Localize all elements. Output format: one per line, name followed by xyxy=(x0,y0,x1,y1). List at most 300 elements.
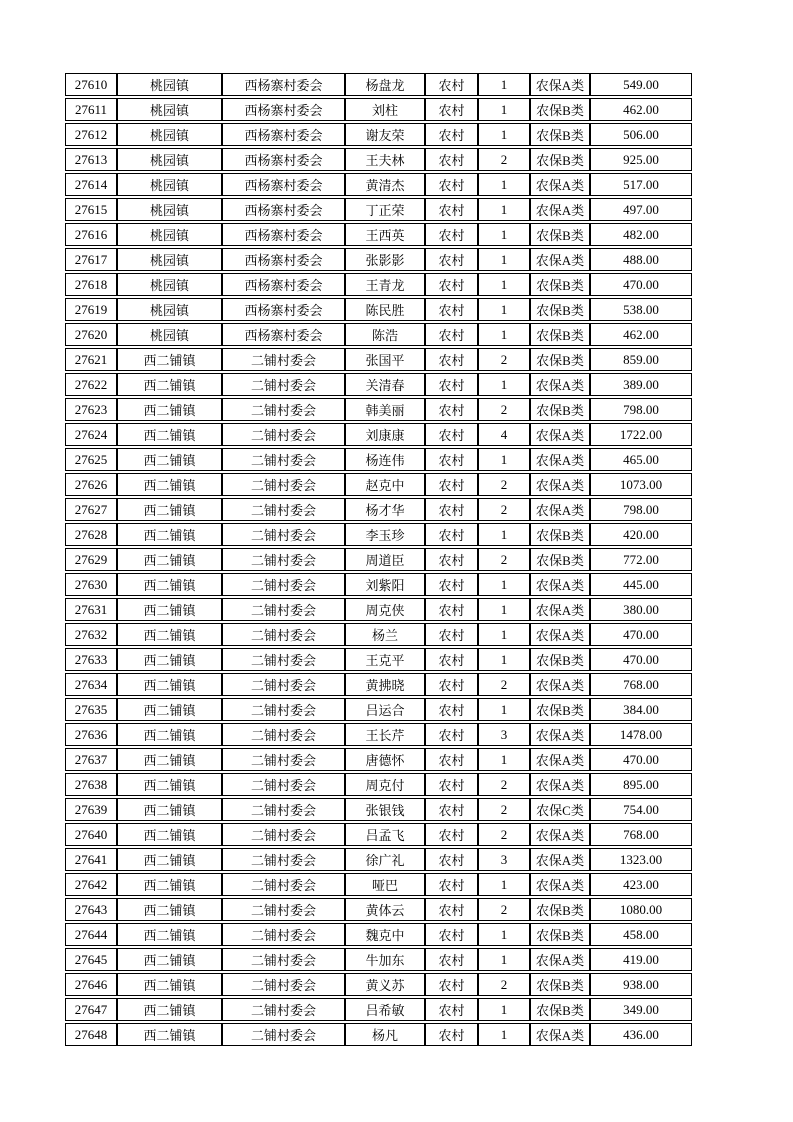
cell-record-id: 27628 xyxy=(65,523,117,546)
cell-person-name: 周道臣 xyxy=(345,548,425,571)
cell-amount: 436.00 xyxy=(590,1023,692,1046)
cell-town: 西二铺镇 xyxy=(117,573,222,596)
cell-record-id: 27640 xyxy=(65,823,117,846)
cell-village-committee: 二铺村委会 xyxy=(222,398,345,421)
cell-person-count: 1 xyxy=(478,573,530,596)
cell-insurance-category: 农保B类 xyxy=(530,523,590,546)
cell-insurance-category: 农保A类 xyxy=(530,773,590,796)
cell-village-committee: 二铺村委会 xyxy=(222,523,345,546)
cell-town: 西二铺镇 xyxy=(117,1023,222,1046)
cell-insurance-category: 农保B类 xyxy=(530,398,590,421)
table-row xyxy=(65,123,692,146)
cell-town: 桃园镇 xyxy=(117,248,222,271)
cell-person-name: 关清春 xyxy=(345,373,425,396)
cell-record-id: 27613 xyxy=(65,148,117,171)
cell-person-count: 2 xyxy=(478,473,530,496)
cell-residence-type: 农村 xyxy=(425,698,478,721)
cell-village-committee: 二铺村委会 xyxy=(222,798,345,821)
cell-town: 西二铺镇 xyxy=(117,973,222,996)
cell-amount: 1073.00 xyxy=(590,473,692,496)
cell-town: 西二铺镇 xyxy=(117,798,222,821)
cell-person-count: 1 xyxy=(478,298,530,321)
table-row xyxy=(65,673,692,696)
cell-person-name: 谢友荣 xyxy=(345,123,425,146)
table-row xyxy=(65,948,692,971)
cell-person-name: 张影影 xyxy=(345,248,425,271)
cell-insurance-category: 农保A类 xyxy=(530,498,590,521)
cell-record-id: 27618 xyxy=(65,273,117,296)
cell-residence-type: 农村 xyxy=(425,448,478,471)
cell-village-committee: 西杨寨村委会 xyxy=(222,198,345,221)
cell-person-name: 唐德怀 xyxy=(345,748,425,771)
cell-person-name: 王西英 xyxy=(345,223,425,246)
cell-town: 桃园镇 xyxy=(117,173,222,196)
cell-village-committee: 西杨寨村委会 xyxy=(222,173,345,196)
cell-person-count: 1 xyxy=(478,623,530,646)
cell-record-id: 27639 xyxy=(65,798,117,821)
cell-insurance-category: 农保B类 xyxy=(530,223,590,246)
cell-residence-type: 农村 xyxy=(425,998,478,1021)
cell-village-committee: 二铺村委会 xyxy=(222,373,345,396)
table-body xyxy=(65,73,692,1046)
cell-person-name: 李玉珍 xyxy=(345,523,425,546)
table-row xyxy=(65,1023,692,1046)
cell-town: 西二铺镇 xyxy=(117,398,222,421)
cell-village-committee: 二铺村委会 xyxy=(222,448,345,471)
cell-amount: 549.00 xyxy=(590,73,692,96)
cell-amount: 754.00 xyxy=(590,798,692,821)
cell-village-committee: 西杨寨村委会 xyxy=(222,248,345,271)
cell-town: 桃园镇 xyxy=(117,123,222,146)
cell-person-name: 杨兰 xyxy=(345,623,425,646)
cell-person-name: 刘康康 xyxy=(345,423,425,446)
cell-village-committee: 西杨寨村委会 xyxy=(222,273,345,296)
cell-person-name: 杨才华 xyxy=(345,498,425,521)
table-row xyxy=(65,173,692,196)
cell-village-committee: 西杨寨村委会 xyxy=(222,148,345,171)
cell-person-count: 1 xyxy=(478,648,530,671)
cell-amount: 423.00 xyxy=(590,873,692,896)
cell-person-count: 1 xyxy=(478,523,530,546)
cell-residence-type: 农村 xyxy=(425,573,478,596)
cell-record-id: 27642 xyxy=(65,873,117,896)
table-row xyxy=(65,573,692,596)
cell-residence-type: 农村 xyxy=(425,398,478,421)
cell-person-name: 刘紫阳 xyxy=(345,573,425,596)
cell-person-name: 牛加东 xyxy=(345,948,425,971)
cell-village-committee: 二铺村委会 xyxy=(222,473,345,496)
cell-amount: 859.00 xyxy=(590,348,692,371)
cell-village-committee: 二铺村委会 xyxy=(222,573,345,596)
cell-person-count: 1 xyxy=(478,598,530,621)
cell-village-committee: 二铺村委会 xyxy=(222,898,345,921)
cell-record-id: 27648 xyxy=(65,1023,117,1046)
cell-person-name: 黄体云 xyxy=(345,898,425,921)
cell-amount: 465.00 xyxy=(590,448,692,471)
cell-village-committee: 二铺村委会 xyxy=(222,673,345,696)
cell-insurance-category: 农保A类 xyxy=(530,598,590,621)
cell-record-id: 27622 xyxy=(65,373,117,396)
cell-amount: 488.00 xyxy=(590,248,692,271)
cell-amount: 1323.00 xyxy=(590,848,692,871)
table-row xyxy=(65,498,692,521)
cell-record-id: 27631 xyxy=(65,598,117,621)
cell-person-count: 1 xyxy=(478,98,530,121)
cell-village-committee: 二铺村委会 xyxy=(222,748,345,771)
cell-person-name: 陈浩 xyxy=(345,323,425,346)
cell-town: 桃园镇 xyxy=(117,273,222,296)
table-row xyxy=(65,248,692,271)
cell-residence-type: 农村 xyxy=(425,923,478,946)
cell-residence-type: 农村 xyxy=(425,773,478,796)
cell-town: 西二铺镇 xyxy=(117,773,222,796)
cell-insurance-category: 农保A类 xyxy=(530,373,590,396)
cell-record-id: 27612 xyxy=(65,123,117,146)
cell-person-count: 4 xyxy=(478,423,530,446)
cell-person-count: 1 xyxy=(478,173,530,196)
cell-amount: 470.00 xyxy=(590,273,692,296)
cell-town: 桃园镇 xyxy=(117,198,222,221)
cell-amount: 768.00 xyxy=(590,823,692,846)
cell-insurance-category: 农保B类 xyxy=(530,548,590,571)
cell-town: 桃园镇 xyxy=(117,73,222,96)
cell-amount: 925.00 xyxy=(590,148,692,171)
cell-town: 西二铺镇 xyxy=(117,948,222,971)
cell-amount: 419.00 xyxy=(590,948,692,971)
cell-insurance-category: 农保A类 xyxy=(530,173,590,196)
cell-person-name: 王长芹 xyxy=(345,723,425,746)
cell-village-committee: 西杨寨村委会 xyxy=(222,123,345,146)
cell-town: 西二铺镇 xyxy=(117,848,222,871)
table-row xyxy=(65,848,692,871)
cell-town: 桃园镇 xyxy=(117,298,222,321)
cell-insurance-category: 农保A类 xyxy=(530,748,590,771)
cell-town: 西二铺镇 xyxy=(117,748,222,771)
cell-amount: 895.00 xyxy=(590,773,692,796)
cell-record-id: 27610 xyxy=(65,73,117,96)
cell-village-committee: 二铺村委会 xyxy=(222,998,345,1021)
cell-person-count: 1 xyxy=(478,873,530,896)
cell-town: 西二铺镇 xyxy=(117,823,222,846)
cell-town: 西二铺镇 xyxy=(117,448,222,471)
table-row xyxy=(65,98,692,121)
cell-record-id: 27635 xyxy=(65,698,117,721)
cell-person-count: 2 xyxy=(478,773,530,796)
cell-residence-type: 农村 xyxy=(425,873,478,896)
cell-insurance-category: 农保A类 xyxy=(530,73,590,96)
cell-record-id: 27638 xyxy=(65,773,117,796)
cell-record-id: 27632 xyxy=(65,623,117,646)
cell-village-committee: 二铺村委会 xyxy=(222,773,345,796)
cell-record-id: 27615 xyxy=(65,198,117,221)
cell-town: 桃园镇 xyxy=(117,223,222,246)
cell-residence-type: 农村 xyxy=(425,373,478,396)
cell-person-count: 2 xyxy=(478,348,530,371)
cell-amount: 1722.00 xyxy=(590,423,692,446)
cell-residence-type: 农村 xyxy=(425,123,478,146)
cell-person-count: 2 xyxy=(478,823,530,846)
cell-insurance-category: 农保B类 xyxy=(530,98,590,121)
cell-residence-type: 农村 xyxy=(425,898,478,921)
cell-person-count: 1 xyxy=(478,248,530,271)
table-row xyxy=(65,873,692,896)
table-row xyxy=(65,398,692,421)
cell-residence-type: 农村 xyxy=(425,73,478,96)
cell-record-id: 27643 xyxy=(65,898,117,921)
cell-residence-type: 农村 xyxy=(425,823,478,846)
cell-town: 桃园镇 xyxy=(117,148,222,171)
cell-amount: 768.00 xyxy=(590,673,692,696)
cell-village-committee: 二铺村委会 xyxy=(222,723,345,746)
table-row xyxy=(65,798,692,821)
cell-insurance-category: 农保A类 xyxy=(530,198,590,221)
cell-person-count: 1 xyxy=(478,198,530,221)
cell-town: 西二铺镇 xyxy=(117,498,222,521)
cell-person-count: 1 xyxy=(478,1023,530,1046)
cell-town: 桃园镇 xyxy=(117,323,222,346)
cell-residence-type: 农村 xyxy=(425,298,478,321)
table-row xyxy=(65,823,692,846)
cell-insurance-category: 农保A类 xyxy=(530,873,590,896)
cell-town: 西二铺镇 xyxy=(117,998,222,1021)
cell-person-name: 吕孟飞 xyxy=(345,823,425,846)
cell-town: 西二铺镇 xyxy=(117,673,222,696)
cell-insurance-category: 农保B类 xyxy=(530,923,590,946)
cell-amount: 462.00 xyxy=(590,98,692,121)
cell-amount: 772.00 xyxy=(590,548,692,571)
cell-village-committee: 西杨寨村委会 xyxy=(222,323,345,346)
cell-village-committee: 二铺村委会 xyxy=(222,623,345,646)
cell-residence-type: 农村 xyxy=(425,623,478,646)
cell-village-committee: 西杨寨村委会 xyxy=(222,98,345,121)
cell-record-id: 27633 xyxy=(65,648,117,671)
cell-town: 西二铺镇 xyxy=(117,723,222,746)
cell-amount: 420.00 xyxy=(590,523,692,546)
cell-insurance-category: 农保A类 xyxy=(530,623,590,646)
cell-residence-type: 农村 xyxy=(425,598,478,621)
table-row xyxy=(65,623,692,646)
cell-person-name: 韩美丽 xyxy=(345,398,425,421)
cell-record-id: 27641 xyxy=(65,848,117,871)
cell-town: 西二铺镇 xyxy=(117,348,222,371)
cell-village-committee: 二铺村委会 xyxy=(222,648,345,671)
table-row xyxy=(65,73,692,96)
cell-town: 桃园镇 xyxy=(117,98,222,121)
table-row xyxy=(65,923,692,946)
cell-insurance-category: 农保A类 xyxy=(530,823,590,846)
cell-residence-type: 农村 xyxy=(425,173,478,196)
cell-record-id: 27616 xyxy=(65,223,117,246)
cell-record-id: 27623 xyxy=(65,398,117,421)
cell-village-committee: 二铺村委会 xyxy=(222,348,345,371)
cell-person-name: 徐广礼 xyxy=(345,848,425,871)
cell-amount: 470.00 xyxy=(590,648,692,671)
cell-person-name: 吕希敏 xyxy=(345,998,425,1021)
cell-record-id: 27619 xyxy=(65,298,117,321)
cell-town: 西二铺镇 xyxy=(117,473,222,496)
cell-person-name: 王夫林 xyxy=(345,148,425,171)
table-row xyxy=(65,648,692,671)
cell-insurance-category: 农保A类 xyxy=(530,473,590,496)
cell-village-committee: 二铺村委会 xyxy=(222,423,345,446)
cell-person-name: 陈民胜 xyxy=(345,298,425,321)
table-row xyxy=(65,298,692,321)
cell-residence-type: 农村 xyxy=(425,973,478,996)
cell-person-name: 赵克中 xyxy=(345,473,425,496)
cell-residence-type: 农村 xyxy=(425,748,478,771)
cell-record-id: 27644 xyxy=(65,923,117,946)
table-row xyxy=(65,448,692,471)
cell-village-committee: 西杨寨村委会 xyxy=(222,223,345,246)
cell-village-committee: 二铺村委会 xyxy=(222,548,345,571)
cell-insurance-category: 农保B类 xyxy=(530,273,590,296)
cell-person-name: 哑巴 xyxy=(345,873,425,896)
cell-village-committee: 二铺村委会 xyxy=(222,598,345,621)
table-row xyxy=(65,323,692,346)
table-row xyxy=(65,998,692,1021)
cell-amount: 497.00 xyxy=(590,198,692,221)
cell-record-id: 27646 xyxy=(65,973,117,996)
cell-village-committee: 二铺村委会 xyxy=(222,873,345,896)
cell-residence-type: 农村 xyxy=(425,848,478,871)
cell-town: 西二铺镇 xyxy=(117,923,222,946)
cell-person-name: 周克付 xyxy=(345,773,425,796)
cell-person-count: 1 xyxy=(478,698,530,721)
cell-person-count: 2 xyxy=(478,498,530,521)
cell-insurance-category: 农保A类 xyxy=(530,723,590,746)
table-row xyxy=(65,223,692,246)
table-row xyxy=(65,748,692,771)
cell-insurance-category: 农保B类 xyxy=(530,898,590,921)
cell-amount: 458.00 xyxy=(590,923,692,946)
cell-town: 西二铺镇 xyxy=(117,698,222,721)
cell-person-count: 1 xyxy=(478,923,530,946)
cell-residence-type: 农村 xyxy=(425,348,478,371)
cell-person-name: 刘柱 xyxy=(345,98,425,121)
cell-residence-type: 农村 xyxy=(425,523,478,546)
cell-amount: 470.00 xyxy=(590,748,692,771)
cell-amount: 798.00 xyxy=(590,398,692,421)
cell-residence-type: 农村 xyxy=(425,948,478,971)
cell-person-name: 杨凡 xyxy=(345,1023,425,1046)
cell-record-id: 27634 xyxy=(65,673,117,696)
cell-insurance-category: 农保A类 xyxy=(530,673,590,696)
cell-person-name: 魏克中 xyxy=(345,923,425,946)
cell-village-committee: 二铺村委会 xyxy=(222,848,345,871)
cell-person-count: 3 xyxy=(478,848,530,871)
cell-person-name: 周克侠 xyxy=(345,598,425,621)
cell-person-name: 王克平 xyxy=(345,648,425,671)
cell-insurance-category: 农保B类 xyxy=(530,298,590,321)
cell-person-count: 2 xyxy=(478,548,530,571)
cell-amount: 1478.00 xyxy=(590,723,692,746)
cell-record-id: 27625 xyxy=(65,448,117,471)
cell-residence-type: 农村 xyxy=(425,323,478,346)
cell-insurance-category: 农保A类 xyxy=(530,248,590,271)
cell-amount: 798.00 xyxy=(590,498,692,521)
cell-record-id: 27624 xyxy=(65,423,117,446)
cell-town: 西二铺镇 xyxy=(117,873,222,896)
cell-amount: 380.00 xyxy=(590,598,692,621)
cell-town: 西二铺镇 xyxy=(117,598,222,621)
cell-residence-type: 农村 xyxy=(425,648,478,671)
cell-person-count: 1 xyxy=(478,323,530,346)
cell-person-count: 2 xyxy=(478,898,530,921)
cell-residence-type: 农村 xyxy=(425,473,478,496)
cell-residence-type: 农村 xyxy=(425,223,478,246)
cell-village-committee: 二铺村委会 xyxy=(222,973,345,996)
table-row xyxy=(65,698,692,721)
table-row xyxy=(65,198,692,221)
cell-insurance-category: 农保C类 xyxy=(530,798,590,821)
cell-record-id: 27626 xyxy=(65,473,117,496)
cell-town: 西二铺镇 xyxy=(117,423,222,446)
cell-residence-type: 农村 xyxy=(425,423,478,446)
cell-insurance-category: 农保A类 xyxy=(530,848,590,871)
table-row xyxy=(65,898,692,921)
cell-record-id: 27647 xyxy=(65,998,117,1021)
cell-insurance-category: 农保A类 xyxy=(530,573,590,596)
cell-amount: 517.00 xyxy=(590,173,692,196)
cell-record-id: 27645 xyxy=(65,948,117,971)
cell-record-id: 27621 xyxy=(65,348,117,371)
cell-insurance-category: 农保B类 xyxy=(530,998,590,1021)
cell-insurance-category: 农保B类 xyxy=(530,123,590,146)
cell-person-count: 3 xyxy=(478,723,530,746)
cell-village-committee: 二铺村委会 xyxy=(222,823,345,846)
cell-record-id: 27620 xyxy=(65,323,117,346)
cell-amount: 384.00 xyxy=(590,698,692,721)
cell-insurance-category: 农保B类 xyxy=(530,698,590,721)
cell-residence-type: 农村 xyxy=(425,273,478,296)
cell-record-id: 27629 xyxy=(65,548,117,571)
cell-insurance-category: 农保B类 xyxy=(530,648,590,671)
table-row xyxy=(65,723,692,746)
table-row xyxy=(65,773,692,796)
cell-record-id: 27614 xyxy=(65,173,117,196)
cell-town: 西二铺镇 xyxy=(117,548,222,571)
cell-residence-type: 农村 xyxy=(425,148,478,171)
cell-village-committee: 二铺村委会 xyxy=(222,498,345,521)
cell-insurance-category: 农保B类 xyxy=(530,323,590,346)
table-row xyxy=(65,148,692,171)
cell-village-committee: 二铺村委会 xyxy=(222,948,345,971)
cell-amount: 349.00 xyxy=(590,998,692,1021)
cell-person-name: 丁正荣 xyxy=(345,198,425,221)
cell-town: 西二铺镇 xyxy=(117,523,222,546)
cell-insurance-category: 农保A类 xyxy=(530,948,590,971)
cell-amount: 389.00 xyxy=(590,373,692,396)
cell-person-name: 张银钱 xyxy=(345,798,425,821)
table-row xyxy=(65,973,692,996)
cell-person-count: 1 xyxy=(478,123,530,146)
cell-town: 西二铺镇 xyxy=(117,623,222,646)
cell-person-count: 2 xyxy=(478,673,530,696)
cell-village-committee: 二铺村委会 xyxy=(222,923,345,946)
cell-insurance-category: 农保A类 xyxy=(530,1023,590,1046)
cell-residence-type: 农村 xyxy=(425,248,478,271)
cell-insurance-category: 农保A类 xyxy=(530,423,590,446)
cell-person-count: 2 xyxy=(478,148,530,171)
table-row xyxy=(65,548,692,571)
cell-person-name: 王青龙 xyxy=(345,273,425,296)
cell-person-name: 黄义苏 xyxy=(345,973,425,996)
cell-person-count: 1 xyxy=(478,373,530,396)
cell-village-committee: 西杨寨村委会 xyxy=(222,73,345,96)
cell-person-name: 黄拂晓 xyxy=(345,673,425,696)
cell-person-name: 黄清杰 xyxy=(345,173,425,196)
cell-insurance-category: 农保A类 xyxy=(530,448,590,471)
